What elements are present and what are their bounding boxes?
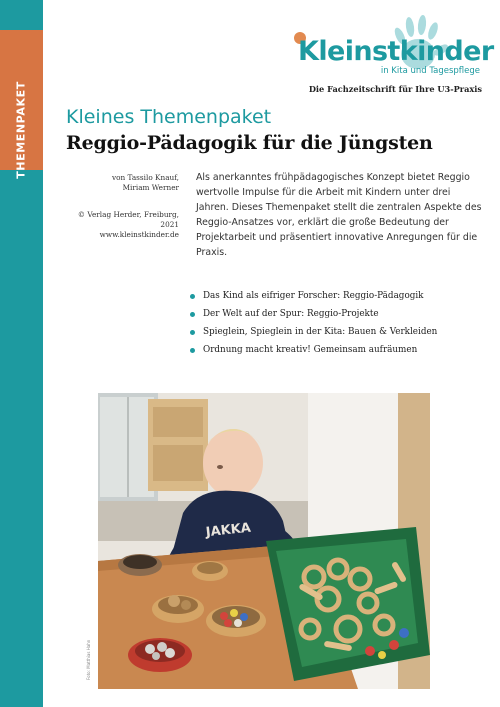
logo-wordmark: Kleinstkinder <box>298 36 494 67</box>
list-item <box>190 309 437 327</box>
author-line: Miriam Werner <box>122 183 179 192</box>
list-item <box>190 327 437 345</box>
author-line: von Tassilo Knauf, <box>111 173 179 182</box>
sidebar-label: THEMENPAKET <box>14 81 28 179</box>
shirt-print: JAKKA <box>205 520 252 541</box>
logo-subtitle: in Kita und Tagespflege <box>380 66 480 76</box>
bullet-icon <box>190 294 195 299</box>
topic-label: Spieglein, Spieglein in der Kita: Bauen & Verkleiden <box>203 327 438 337</box>
publisher-info <box>66 210 179 240</box>
lead-paragraph: Als anerkanntes frühpädagogisches Konzept bietet Reggio wertvolle Impulse für die Arbeit mit Kindern unter drei Jahren. Dieses Themenpaket stellt die zentralen Aspekte des Reggio-Ansatzes vor, erklärt die große Bedeutung der Projektarbeit und präsentiert innovative Anregungen für die Praxis. <box>196 172 482 258</box>
magazine-tagline: Die Fachzeitschrift für Ihre U3-Praxis <box>308 84 482 94</box>
bullet-icon <box>190 312 195 317</box>
sidebar-tab <box>0 30 43 179</box>
topic-label: Ordnung macht kreativ! Gemeinsam aufräumen <box>203 345 418 355</box>
photo-credit: Foto: Matthias Hahn <box>86 639 91 680</box>
child-playing-illustration <box>98 393 430 689</box>
topic-label: Das Kind als eifriger Forscher: Reggio-Pädagogik <box>203 291 424 301</box>
brand-logo <box>292 14 494 84</box>
bullet-icon <box>190 348 195 353</box>
list-item <box>190 345 437 363</box>
article-photo <box>98 393 430 689</box>
author-credits <box>66 173 179 193</box>
bullet-icon <box>190 330 195 335</box>
article-kicker: Kleines Themenpaket <box>66 106 272 128</box>
list-item <box>190 291 437 309</box>
sidebar-strip <box>0 0 43 707</box>
topic-label: Der Welt auf der Spur: Reggio-Projekte <box>203 309 379 319</box>
topic-list <box>190 291 437 363</box>
article-title: Reggio-Pädagogik für die Jüngsten <box>66 132 433 154</box>
copyright-line: © Verlag Herder, Freiburg, 2021 <box>77 210 179 229</box>
website-link[interactable]: www.kleinstkinder.de <box>99 230 179 239</box>
